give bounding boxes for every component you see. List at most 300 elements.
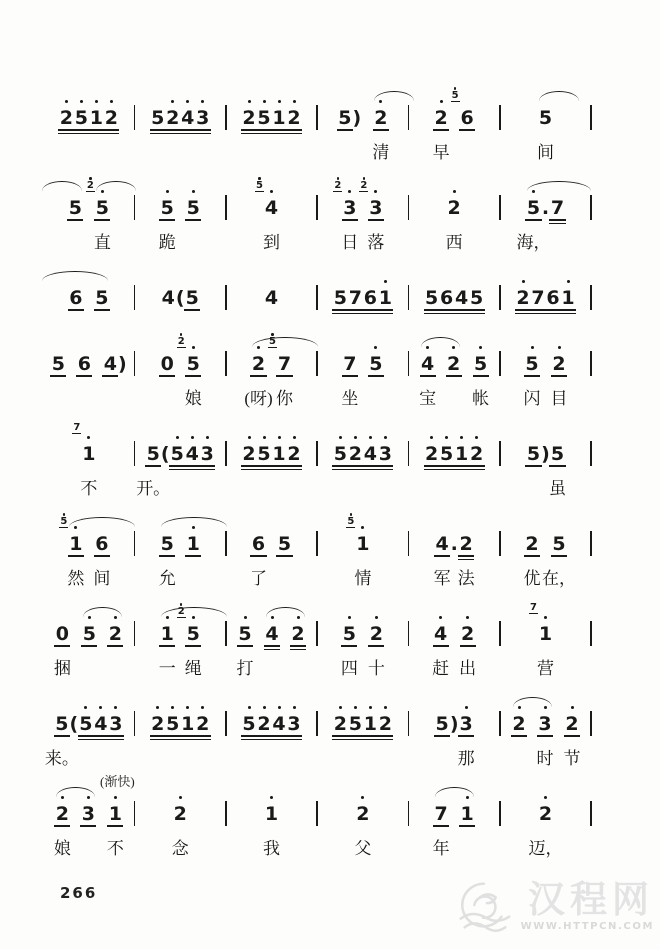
note <box>432 792 450 858</box>
note-digit: 2 <box>251 353 266 375</box>
note-digit: 4 <box>265 623 279 645</box>
note-digit: 2 <box>287 107 301 129</box>
beam-line <box>195 739 211 741</box>
octave-dot <box>354 436 357 439</box>
octave-dot <box>453 190 456 193</box>
note <box>550 342 568 408</box>
score-line <box>44 335 592 408</box>
score-line <box>44 422 592 498</box>
octave-dot-zone <box>384 432 387 442</box>
note-digit: 5 <box>342 623 356 645</box>
lyric: 捆 <box>53 659 71 678</box>
note <box>171 792 189 858</box>
octave-dot-zone <box>558 342 561 352</box>
measure <box>227 276 317 308</box>
beam-line <box>515 309 531 311</box>
beam-line <box>276 555 292 557</box>
note <box>277 522 292 554</box>
note-digit: 5 <box>185 287 199 309</box>
note-digit: 5 <box>470 287 484 309</box>
beam-line <box>81 645 97 647</box>
beam-line <box>460 645 476 647</box>
measure <box>409 89 499 162</box>
note-digit: 4 <box>363 443 377 465</box>
note <box>185 276 200 308</box>
octave-dot <box>61 796 64 799</box>
note <box>541 186 550 218</box>
beam-line <box>368 375 384 377</box>
grace-digit: 5 <box>60 515 68 527</box>
note-digit: 5 <box>538 107 553 129</box>
octave-dot <box>379 100 382 103</box>
watermark-site-name: 汉程网 <box>528 880 654 921</box>
note-digit: 2 <box>425 443 439 465</box>
note-digit: 7 <box>348 287 362 309</box>
note-cluster <box>242 96 302 128</box>
lyric: 情 <box>354 569 372 588</box>
slur-group <box>265 612 306 644</box>
octave-dot <box>297 616 300 619</box>
beam-line <box>530 313 546 315</box>
lyric: 虽 <box>549 479 566 498</box>
note-cluster <box>59 96 119 128</box>
note-digit: 7 <box>434 803 448 825</box>
octave-dot-zone <box>248 702 251 712</box>
note <box>272 702 287 734</box>
note <box>432 612 450 678</box>
note-digit: ( <box>69 713 79 735</box>
note <box>542 522 576 588</box>
note <box>341 342 359 408</box>
note-digit: 5 <box>525 353 539 375</box>
note-digit: 2 <box>516 287 530 309</box>
measure <box>318 96 408 162</box>
note <box>269 335 294 408</box>
slur-group <box>158 522 201 588</box>
note <box>264 276 279 308</box>
note <box>170 432 185 464</box>
note-digit: 2 <box>356 803 370 825</box>
note <box>378 432 393 464</box>
octave-dot-zone <box>426 342 429 352</box>
note <box>93 522 111 588</box>
note-digit: 0 <box>55 623 69 645</box>
note <box>368 342 383 374</box>
note-digit: 5 <box>186 353 200 375</box>
octave-dot-zone <box>445 432 448 442</box>
beam-line <box>337 129 353 131</box>
note-digit: ) <box>352 107 362 129</box>
note-digit: 2 <box>166 107 180 129</box>
note-cluster <box>236 612 254 678</box>
octave-dot-zone <box>191 432 194 442</box>
note <box>549 432 566 498</box>
note-digit: 4 <box>94 713 108 735</box>
note <box>272 432 287 464</box>
octave-dot-zone <box>201 96 204 106</box>
measure <box>44 422 134 498</box>
note <box>454 432 469 464</box>
note-cluster <box>333 702 393 734</box>
note-digit: 3 <box>200 443 214 465</box>
beam-line <box>73 129 89 131</box>
lyric: 军 <box>433 569 451 588</box>
lyric: 帐 <box>472 389 490 408</box>
beam-line <box>199 469 215 471</box>
note <box>180 702 195 734</box>
note <box>469 276 484 308</box>
note <box>82 612 97 644</box>
barline <box>590 195 592 220</box>
beam-line <box>88 129 104 131</box>
octave-dot-zone <box>192 186 195 196</box>
note-cluster <box>263 792 281 858</box>
beam-line <box>524 375 540 377</box>
octave-dot-zone <box>374 186 377 196</box>
note-cluster <box>528 792 563 858</box>
beam-line <box>250 375 266 377</box>
lyric: 允 <box>158 569 176 588</box>
octave-dot <box>567 280 570 283</box>
note-digit: 3 <box>538 713 552 735</box>
note-cluster <box>150 702 210 734</box>
lyric: 我 <box>263 839 281 858</box>
note <box>445 186 463 252</box>
barline <box>590 531 592 556</box>
note <box>59 96 74 128</box>
beam-line <box>446 375 462 377</box>
note-digit: 1 <box>272 107 286 129</box>
lyric: 念 <box>171 839 189 858</box>
octave-dot <box>278 100 281 103</box>
slur-group <box>516 186 565 252</box>
note <box>333 702 348 734</box>
note-cluster <box>347 515 372 588</box>
note-digit: 5 <box>440 443 454 465</box>
beam-line <box>458 559 474 561</box>
score-line <box>44 602 592 678</box>
beam-line <box>368 645 384 647</box>
measure <box>44 792 134 858</box>
measure <box>318 179 408 252</box>
note-cluster <box>160 335 202 408</box>
barline <box>590 621 592 646</box>
octave-dot <box>354 706 357 709</box>
beam-line <box>150 735 166 737</box>
octave-dot-zone <box>179 792 182 802</box>
octave-dot <box>101 190 104 193</box>
octave-dot-zone <box>361 792 364 802</box>
octave-dot <box>191 436 194 439</box>
note <box>528 792 563 858</box>
lyric: 四 <box>340 659 358 678</box>
beam-line <box>68 309 84 311</box>
measure <box>227 432 317 464</box>
beam-line <box>420 375 436 377</box>
note-digit: 6 <box>251 533 266 555</box>
beam-line <box>88 133 104 135</box>
note <box>536 702 554 768</box>
beam-line <box>102 375 118 377</box>
score-body <box>44 89 592 882</box>
beam-line <box>511 735 527 737</box>
note <box>541 432 550 464</box>
note <box>68 186 83 218</box>
note-cluster <box>445 186 463 252</box>
note-cluster <box>432 89 475 162</box>
beam-line <box>549 223 565 225</box>
measure <box>318 702 408 734</box>
note-cluster <box>334 179 385 252</box>
lyric: (呀) <box>244 389 273 408</box>
beam-line <box>180 133 196 135</box>
octave-dot <box>74 526 77 529</box>
note <box>165 702 180 734</box>
octave-dot-zone <box>176 432 179 442</box>
note-digit: 1 <box>455 443 469 465</box>
octave-dot <box>192 616 195 619</box>
octave-dot <box>439 616 442 619</box>
beam-line <box>469 469 485 471</box>
note-digit: 3 <box>109 713 123 735</box>
octave-dot <box>270 796 273 799</box>
note-digit: 3 <box>287 713 301 735</box>
note <box>363 702 378 734</box>
note <box>108 612 123 644</box>
note-digit: 5 <box>160 197 174 219</box>
octave-dot-zone <box>544 612 547 622</box>
slur-group <box>432 792 475 858</box>
beam-line <box>560 313 576 315</box>
note-digit: 6 <box>69 287 83 309</box>
barline <box>590 441 592 466</box>
note-cluster <box>530 602 554 678</box>
octave-dot <box>518 706 521 709</box>
octave-dot <box>114 706 117 709</box>
beam-line <box>377 735 393 737</box>
note-digit: 1 <box>82 443 96 465</box>
beam-line <box>150 129 166 131</box>
beam-line <box>362 739 378 741</box>
beam-line <box>103 133 119 135</box>
octave-dot-zone <box>531 342 534 352</box>
grace-digit: 2 <box>177 335 185 347</box>
octave-dot-zone <box>192 522 195 532</box>
octave-dot <box>166 190 169 193</box>
note-digit: 4 <box>455 287 469 309</box>
note-digit: 1 <box>89 107 103 129</box>
beam-line <box>454 309 470 311</box>
tempo-label: (渐快) <box>100 774 135 789</box>
octave-dot-zone <box>369 702 372 712</box>
beam-line <box>537 735 553 737</box>
note <box>250 522 268 588</box>
octave-dot <box>171 706 174 709</box>
note <box>242 432 257 464</box>
note <box>86 179 111 252</box>
octave-dot-zone <box>65 96 68 106</box>
beam-line <box>250 555 266 557</box>
note-cluster <box>472 342 490 408</box>
note-digit: 3 <box>459 713 473 735</box>
note-digit: 5 <box>186 197 200 219</box>
beam-line <box>469 465 485 467</box>
octave-dot-zone <box>156 702 159 712</box>
grace-note <box>268 333 277 348</box>
octave-dot-zone <box>114 702 117 712</box>
note-digit: 5 <box>526 443 541 465</box>
lyric: 闪 <box>523 389 541 408</box>
beam-line <box>169 469 185 471</box>
note <box>516 186 551 252</box>
lyric: 不 <box>80 479 98 498</box>
grace-digit: 7 <box>530 602 537 613</box>
octave-dot-zone <box>263 96 266 106</box>
note-cluster <box>523 522 541 588</box>
octave-dot <box>263 100 266 103</box>
octave-dot-zone <box>201 702 204 712</box>
note-digit: 5 <box>242 713 256 735</box>
grace-digit: 2 <box>334 179 342 191</box>
note <box>161 432 170 464</box>
octave-dot-zone <box>522 276 525 286</box>
note-cluster <box>523 342 541 408</box>
note-digit: 2 <box>512 713 526 735</box>
note-digit: 4 <box>185 443 199 465</box>
beam-line <box>286 739 302 741</box>
octave-dot <box>201 706 204 709</box>
octave-dot-zone <box>453 186 456 196</box>
grace-note <box>86 177 95 192</box>
note-digit: 2 <box>242 107 256 129</box>
note <box>161 276 176 308</box>
beam-line <box>368 219 384 221</box>
octave-dot-zone <box>87 432 90 442</box>
grace-digit: 2 <box>177 605 185 617</box>
note-cluster <box>250 522 292 588</box>
note <box>523 342 541 408</box>
lyric: 那 <box>457 749 475 768</box>
beam-line <box>256 129 272 131</box>
note <box>68 276 83 308</box>
note <box>419 342 437 408</box>
note-digit: 2 <box>242 443 256 465</box>
octave-dot <box>99 706 102 709</box>
octave-dot <box>384 436 387 439</box>
octave-dot <box>293 100 296 103</box>
barline <box>590 285 592 310</box>
measure <box>135 432 225 498</box>
note-digit: 5 <box>369 353 383 375</box>
note <box>77 342 92 374</box>
measure <box>409 702 499 768</box>
octave-dot-zone <box>171 96 174 106</box>
barline <box>590 351 592 376</box>
octave-dot <box>176 436 179 439</box>
beam-line <box>347 465 363 467</box>
note <box>457 702 475 768</box>
note <box>177 335 202 408</box>
octave-dot <box>445 436 448 439</box>
note-digit: 5 <box>348 713 362 735</box>
note <box>74 96 89 128</box>
note <box>195 96 210 128</box>
lyric: 在， <box>542 569 576 588</box>
octave-dot <box>369 706 372 709</box>
note <box>73 422 98 498</box>
measure <box>318 432 408 464</box>
note-digit: 5 <box>170 443 184 465</box>
beam-line <box>271 133 287 135</box>
beam-line <box>107 825 123 827</box>
beam-line <box>342 375 358 377</box>
beam-line <box>195 735 211 737</box>
beam-line <box>342 219 358 221</box>
octave-dot-zone <box>95 96 98 106</box>
octave-dot-zone <box>270 792 273 802</box>
lyric: 打 <box>236 659 254 678</box>
note <box>263 792 281 858</box>
note <box>454 276 469 308</box>
octave-dot <box>248 100 251 103</box>
beam-line <box>473 375 489 377</box>
note-digit: 5 <box>552 533 566 555</box>
octave-dot <box>186 706 189 709</box>
beam-line <box>78 735 94 737</box>
beam-line <box>256 739 272 741</box>
note <box>352 96 361 128</box>
measure <box>318 515 408 588</box>
note <box>348 702 363 734</box>
octave-dot <box>522 280 525 283</box>
lyric: 优 <box>523 569 541 588</box>
grace-note <box>359 177 368 192</box>
note <box>93 702 108 734</box>
octave-dot <box>465 706 468 709</box>
note <box>176 276 185 308</box>
measure <box>318 612 408 678</box>
measure <box>501 602 591 678</box>
note <box>136 432 171 498</box>
beam-line <box>290 645 306 647</box>
measure <box>227 335 317 408</box>
measure <box>44 342 134 374</box>
note-cluster <box>459 612 477 678</box>
page-number: 266 <box>60 884 98 902</box>
octave-dot <box>114 616 117 619</box>
note <box>257 96 272 128</box>
beam-line <box>454 465 470 467</box>
note-digit: 3 <box>369 197 383 219</box>
note <box>530 602 554 678</box>
beam-line <box>459 129 475 131</box>
note-digit: 2 <box>447 197 461 219</box>
note-digit: 4 <box>434 623 448 645</box>
lyric: 坐 <box>341 389 359 408</box>
octave-dot <box>248 436 251 439</box>
octave-dot-zone <box>166 186 169 196</box>
measure <box>409 186 499 252</box>
note-digit: 2 <box>287 443 301 465</box>
octave-dot <box>87 436 90 439</box>
octave-dot <box>544 796 547 799</box>
beam-line <box>362 313 378 315</box>
beam-line <box>454 469 470 471</box>
octave-dot-zone <box>384 276 387 286</box>
measure <box>318 792 408 858</box>
note <box>378 276 393 308</box>
octave-dot-zone <box>248 96 251 106</box>
